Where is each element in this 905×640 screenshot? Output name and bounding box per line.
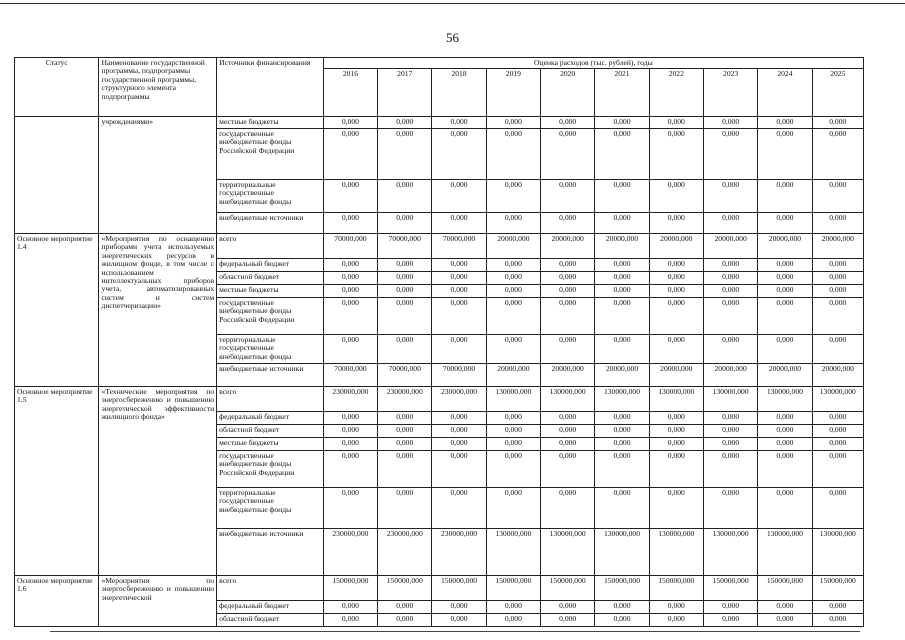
value-cell: 130000,000 (758, 387, 812, 412)
value-cell: 0,000 (378, 180, 432, 213)
table-row (15, 117, 864, 129)
value-cell: 0,000 (432, 488, 486, 529)
funding-source-cell: всего (217, 576, 324, 601)
value-cell: 0,000 (378, 129, 432, 180)
value-cell: 20000,000 (812, 234, 863, 259)
value-cell: 0,000 (323, 488, 377, 529)
value-cell: 0,000 (486, 259, 540, 272)
value-cell: 0,000 (703, 451, 757, 488)
value-cell: 0,000 (595, 438, 649, 451)
value-cell: 0,000 (758, 117, 812, 129)
value-cell: 0,000 (812, 259, 863, 272)
value-cell: 0,000 (432, 425, 486, 438)
value-cell: 70000,000 (378, 234, 432, 259)
value-cell: 0,000 (432, 412, 486, 425)
value-cell: 70000,000 (432, 364, 486, 387)
value-cell: 0,000 (432, 335, 486, 364)
value-cell: 0,000 (758, 412, 812, 425)
value-cell: 0,000 (378, 272, 432, 285)
value-cell: 0,000 (649, 425, 703, 438)
value-cell: 0,000 (812, 438, 863, 451)
value-cell: 0,000 (595, 272, 649, 285)
value-cell: 0,000 (432, 117, 486, 129)
value-cell: 0,000 (378, 412, 432, 425)
value-cell: 0,000 (378, 488, 432, 529)
value-cell: 0,000 (323, 213, 377, 234)
value-cell: 0,000 (486, 285, 540, 298)
value-cell: 0,000 (703, 412, 757, 425)
value-cell: 0,000 (378, 601, 432, 614)
value-cell: 0,000 (378, 285, 432, 298)
value-cell: 0,000 (323, 298, 377, 335)
value-cell: 0,000 (378, 298, 432, 335)
value-cell: 0,000 (541, 285, 595, 298)
value-cell: 0,000 (595, 614, 649, 627)
value-cell: 0,000 (486, 213, 540, 234)
value-cell: 20000,000 (486, 364, 540, 387)
value-cell: 130000,000 (812, 529, 863, 576)
value-cell: 0,000 (703, 601, 757, 614)
value-cell: 0,000 (541, 129, 595, 180)
value-cell: 0,000 (758, 601, 812, 614)
value-cell: 0,000 (323, 259, 377, 272)
value-cell: 0,000 (703, 335, 757, 364)
funding-source-cell: внебюджетные источники (217, 529, 324, 576)
value-cell: 150000,000 (758, 576, 812, 601)
value-cell: 70000,000 (432, 234, 486, 259)
value-cell: 0,000 (541, 438, 595, 451)
value-cell: 130000,000 (703, 529, 757, 576)
value-cell: 0,000 (649, 180, 703, 213)
value-cell: 0,000 (812, 412, 863, 425)
value-cell: 0,000 (323, 451, 377, 488)
value-cell: 0,000 (432, 601, 486, 614)
value-cell: 0,000 (758, 298, 812, 335)
value-cell: 0,000 (758, 488, 812, 529)
header-sources: Источники финансирования (217, 58, 324, 117)
value-cell: 0,000 (432, 451, 486, 488)
header-year: 2020 (541, 69, 595, 117)
value-cell: 130000,000 (703, 387, 757, 412)
value-cell: 20000,000 (541, 364, 595, 387)
table-row (15, 576, 864, 601)
value-cell: 0,000 (486, 451, 540, 488)
table-row (15, 234, 864, 259)
value-cell: 0,000 (649, 285, 703, 298)
funding-source-cell: государственные внебюджетные фонды Российской Федерации (217, 451, 324, 488)
value-cell: 150000,000 (432, 576, 486, 601)
value-cell: 70000,000 (378, 364, 432, 387)
value-cell: 0,000 (595, 259, 649, 272)
funding-source-cell: внебюджетные источники (217, 213, 324, 234)
value-cell: 0,000 (812, 335, 863, 364)
value-cell: 0,000 (541, 412, 595, 425)
value-cell: 20000,000 (595, 234, 649, 259)
value-cell: 0,000 (812, 601, 863, 614)
value-cell: 20000,000 (758, 364, 812, 387)
value-cell: 20000,000 (649, 364, 703, 387)
value-cell: 0,000 (486, 438, 540, 451)
value-cell: 0,000 (595, 601, 649, 614)
value-cell: 0,000 (541, 180, 595, 213)
value-cell: 130000,000 (486, 529, 540, 576)
status-cell: Основное мероприятие 1.5 (15, 387, 99, 576)
header-year: 2022 (649, 69, 703, 117)
value-cell: 0,000 (378, 117, 432, 129)
header-year: 2016 (323, 69, 377, 117)
value-cell: 0,000 (378, 438, 432, 451)
value-cell: 130000,000 (486, 387, 540, 412)
value-cell: 0,000 (649, 614, 703, 627)
value-cell: 0,000 (595, 335, 649, 364)
value-cell: 0,000 (323, 285, 377, 298)
value-cell: 0,000 (649, 438, 703, 451)
value-cell: 0,000 (432, 259, 486, 272)
header-year: 2021 (595, 69, 649, 117)
value-cell: 0,000 (323, 601, 377, 614)
value-cell: 0,000 (486, 180, 540, 213)
value-cell: 0,000 (649, 272, 703, 285)
value-cell: 0,000 (323, 272, 377, 285)
value-cell: 130000,000 (649, 387, 703, 412)
value-cell: 0,000 (541, 272, 595, 285)
value-cell: 130000,000 (595, 387, 649, 412)
header-status: Статус (15, 58, 99, 117)
value-cell: 230000,000 (378, 387, 432, 412)
value-cell: 0,000 (758, 213, 812, 234)
value-cell: 20000,000 (812, 364, 863, 387)
value-cell: 0,000 (812, 488, 863, 529)
value-cell: 0,000 (812, 180, 863, 213)
value-cell: 0,000 (595, 129, 649, 180)
value-cell: 0,000 (323, 129, 377, 180)
value-cell: 0,000 (595, 425, 649, 438)
funding-source-cell: местные бюджеты (217, 117, 324, 129)
value-cell: 0,000 (323, 335, 377, 364)
value-cell: 0,000 (378, 259, 432, 272)
expense-table (14, 57, 864, 627)
value-cell: 130000,000 (541, 529, 595, 576)
value-cell: 0,000 (595, 213, 649, 234)
value-cell: 230000,000 (432, 529, 486, 576)
value-cell: 150000,000 (703, 576, 757, 601)
value-cell: 0,000 (323, 180, 377, 213)
status-cell (15, 117, 99, 234)
funding-source-cell: внебюджетные источники (217, 364, 324, 387)
value-cell: 0,000 (595, 412, 649, 425)
value-cell: 0,000 (432, 614, 486, 627)
value-cell: 0,000 (541, 488, 595, 529)
value-cell: 0,000 (486, 272, 540, 285)
value-cell: 0,000 (486, 412, 540, 425)
value-cell: 0,000 (432, 272, 486, 285)
status-cell: Основное мероприятие 1.6 (15, 576, 99, 627)
value-cell: 0,000 (541, 335, 595, 364)
value-cell: 130000,000 (595, 529, 649, 576)
funding-source-cell: федеральный бюджет (217, 412, 324, 425)
measure-name-cell: «Мероприятия по энергосбережению и повышению энергетической (99, 576, 217, 627)
value-cell: 0,000 (486, 601, 540, 614)
value-cell: 0,000 (323, 117, 377, 129)
value-cell: 150000,000 (812, 576, 863, 601)
value-cell: 0,000 (758, 285, 812, 298)
value-cell: 0,000 (595, 451, 649, 488)
value-cell: 0,000 (378, 213, 432, 234)
value-cell: 0,000 (812, 425, 863, 438)
value-cell: 0,000 (758, 425, 812, 438)
funding-source-cell: территориальные государственные внебюджетные фонды (217, 180, 324, 213)
value-cell: 0,000 (649, 213, 703, 234)
value-cell: 0,000 (812, 129, 863, 180)
value-cell: 0,000 (812, 298, 863, 335)
value-cell: 0,000 (595, 117, 649, 129)
value-cell: 0,000 (486, 129, 540, 180)
header-year: 2018 (432, 69, 486, 117)
value-cell: 0,000 (323, 438, 377, 451)
value-cell: 0,000 (703, 117, 757, 129)
value-cell: 0,000 (703, 129, 757, 180)
value-cell: 0,000 (541, 451, 595, 488)
value-cell: 0,000 (703, 285, 757, 298)
value-cell: 20000,000 (486, 234, 540, 259)
value-cell: 0,000 (703, 488, 757, 529)
value-cell: 0,000 (378, 614, 432, 627)
header-row (15, 58, 864, 69)
header-year: 2017 (378, 69, 432, 117)
value-cell: 0,000 (486, 614, 540, 627)
value-cell: 0,000 (323, 614, 377, 627)
value-cell: 0,000 (758, 438, 812, 451)
value-cell: 0,000 (378, 425, 432, 438)
value-cell: 0,000 (432, 213, 486, 234)
value-cell: 0,000 (595, 488, 649, 529)
value-cell: 20000,000 (595, 364, 649, 387)
value-cell: 0,000 (758, 272, 812, 285)
value-cell: 0,000 (649, 488, 703, 529)
value-cell: 0,000 (649, 601, 703, 614)
top-rule (0, 3, 905, 4)
value-cell: 0,000 (703, 614, 757, 627)
value-cell: 0,000 (595, 298, 649, 335)
header-estimate: Оценка расходов (тыс. рублей), годы (323, 58, 863, 69)
value-cell: 230000,000 (323, 387, 377, 412)
value-cell: 0,000 (703, 213, 757, 234)
value-cell: 0,000 (541, 259, 595, 272)
value-cell: 150000,000 (541, 576, 595, 601)
value-cell: 20000,000 (703, 234, 757, 259)
header-year: 2024 (758, 69, 812, 117)
value-cell: 230000,000 (432, 387, 486, 412)
value-cell: 150000,000 (323, 576, 377, 601)
value-cell: 0,000 (758, 451, 812, 488)
value-cell: 130000,000 (758, 529, 812, 576)
value-cell: 20000,000 (649, 234, 703, 259)
value-cell: 150000,000 (649, 576, 703, 601)
funding-source-cell: территориальные государственные внебюджетные фонды (217, 488, 324, 529)
funding-source-cell: территориальные государственные внебюджетные фонды (217, 335, 324, 364)
value-cell: 0,000 (812, 285, 863, 298)
value-cell: 0,000 (758, 614, 812, 627)
value-cell: 0,000 (595, 180, 649, 213)
measure-name-cell: учреждениями» (99, 117, 217, 234)
value-cell: 20000,000 (758, 234, 812, 259)
funding-source-cell: всего (217, 387, 324, 412)
measure-name-cell: «Технические мероприятия по энергосбережению и повышению энергетической эффективности жилищного фонда» (99, 387, 217, 576)
value-cell: 0,000 (703, 259, 757, 272)
value-cell: 0,000 (703, 298, 757, 335)
value-cell: 0,000 (432, 285, 486, 298)
header-year: 2025 (812, 69, 863, 117)
value-cell: 0,000 (323, 425, 377, 438)
funding-source-cell: всего (217, 234, 324, 259)
table-row (15, 387, 864, 412)
value-cell: 0,000 (541, 614, 595, 627)
funding-source-cell: федеральный бюджет (217, 259, 324, 272)
value-cell: 0,000 (812, 272, 863, 285)
funding-source-cell: местные бюджеты (217, 285, 324, 298)
value-cell: 230000,000 (378, 529, 432, 576)
value-cell: 0,000 (541, 213, 595, 234)
value-cell: 0,000 (649, 335, 703, 364)
value-cell: 0,000 (758, 335, 812, 364)
value-cell: 0,000 (649, 117, 703, 129)
value-cell: 0,000 (486, 298, 540, 335)
value-cell: 230000,000 (323, 529, 377, 576)
header-year: 2023 (703, 69, 757, 117)
value-cell: 0,000 (758, 129, 812, 180)
value-cell: 0,000 (541, 601, 595, 614)
header-name: Наименование государственной программы, подпрограммы государственной программы, структурного элемента подпрограммы (99, 58, 217, 117)
funding-source-cell: областной бюджет (217, 614, 324, 627)
value-cell: 130000,000 (649, 529, 703, 576)
value-cell: 0,000 (703, 180, 757, 213)
value-cell: 0,000 (323, 412, 377, 425)
value-cell: 0,000 (703, 438, 757, 451)
funding-source-cell: государственные внебюджетные фонды Российской Федерации (217, 129, 324, 180)
value-cell: 0,000 (649, 412, 703, 425)
bottom-rule (50, 631, 860, 632)
value-cell: 0,000 (541, 117, 595, 129)
value-cell: 130000,000 (541, 387, 595, 412)
value-cell: 0,000 (486, 335, 540, 364)
page-number: 56 (446, 30, 459, 45)
value-cell: 150000,000 (595, 576, 649, 601)
value-cell: 0,000 (812, 117, 863, 129)
value-cell: 20000,000 (541, 234, 595, 259)
value-cell: 0,000 (432, 438, 486, 451)
value-cell: 0,000 (758, 259, 812, 272)
value-cell: 130000,000 (812, 387, 863, 412)
value-cell: 0,000 (541, 425, 595, 438)
funding-source-cell: местные бюджеты (217, 438, 324, 451)
funding-source-cell: областной бюджет (217, 425, 324, 438)
funding-source-cell: областной бюджет (217, 272, 324, 285)
value-cell: 70000,000 (323, 364, 377, 387)
value-cell: 0,000 (649, 259, 703, 272)
value-cell: 0,000 (703, 425, 757, 438)
measure-name-cell: «Мероприятия по оснащению приборами учета используемых энергетических ресурсов в жилищном фонде, в том числе с использованием интеллектуальных приборов учета, автоматизированных систем и систем диспетчеризации» (99, 234, 217, 387)
funding-source-cell: государственные внебюджетные фонды Российской Федерации (217, 298, 324, 335)
value-cell: 0,000 (541, 298, 595, 335)
value-cell: 0,000 (649, 129, 703, 180)
value-cell: 0,000 (486, 117, 540, 129)
value-cell: 0,000 (649, 298, 703, 335)
header-year: 2019 (486, 69, 540, 117)
value-cell: 0,000 (812, 451, 863, 488)
value-cell: 0,000 (486, 425, 540, 438)
value-cell: 0,000 (486, 488, 540, 529)
value-cell: 0,000 (432, 180, 486, 213)
value-cell: 0,000 (812, 213, 863, 234)
value-cell: 0,000 (812, 614, 863, 627)
funding-source-cell: федеральный бюджет (217, 601, 324, 614)
value-cell: 70000,000 (323, 234, 377, 259)
value-cell: 20000,000 (703, 364, 757, 387)
value-cell: 0,000 (378, 451, 432, 488)
value-cell: 0,000 (432, 298, 486, 335)
value-cell: 0,000 (758, 180, 812, 213)
value-cell: 0,000 (595, 285, 649, 298)
value-cell: 0,000 (378, 335, 432, 364)
value-cell: 0,000 (432, 129, 486, 180)
status-cell: Основное мероприятие 1.4 (15, 234, 99, 387)
value-cell: 150000,000 (378, 576, 432, 601)
value-cell: 0,000 (649, 451, 703, 488)
value-cell: 150000,000 (486, 576, 540, 601)
value-cell: 0,000 (703, 272, 757, 285)
